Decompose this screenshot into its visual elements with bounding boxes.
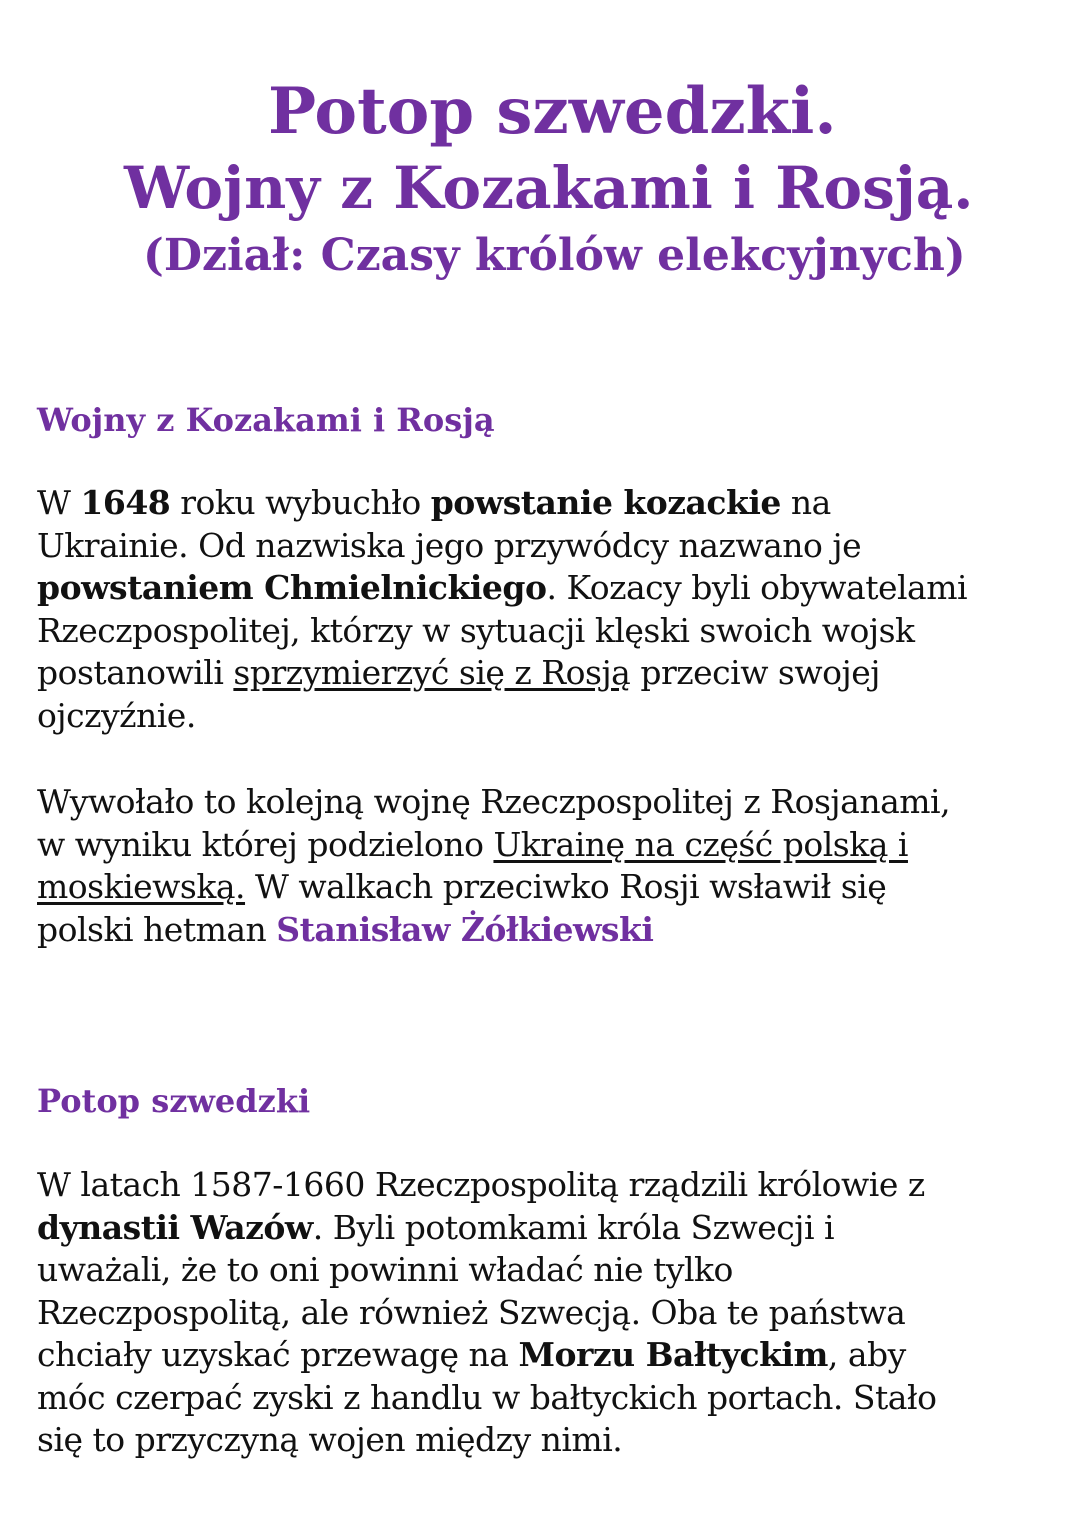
text: , aby <box>827 1335 906 1374</box>
term-highlight: Morzu Bałtyckim <box>518 1335 828 1374</box>
chapter-label: (Dział: Czasy królów elekcyjnych) <box>143 230 966 281</box>
text-line: móc czerpać zyski z handlu w bałtyckich portach. Stało <box>37 1377 937 1417</box>
text-line <box>37 824 1047 867</box>
year-highlight: 1648 <box>80 483 171 522</box>
section-kozaki <box>37 399 1047 441</box>
text-line: Rzeczpospolitej, którzy w sytuacji klęski swoich wojsk <box>37 610 915 650</box>
section-potop <box>37 1080 1047 1122</box>
text-line: uważali, że to oni powinni władać nie tylko <box>37 1250 733 1289</box>
section-heading: Wojny z Kozakami i Rosją <box>37 401 495 439</box>
text: polski hetman <box>37 909 277 949</box>
subtitle: Wojny z Kozakami i Rosją. <box>124 154 974 222</box>
text-line: Wywołało to kolejną wojnę Rzeczpospolitej z Rosjanami, <box>37 782 951 821</box>
text: chciały uzyskać przewagę na <box>37 1335 519 1374</box>
text-line <box>37 909 1047 952</box>
text-line <box>37 866 1047 909</box>
text-line <box>37 482 1047 525</box>
underlined-phrase: Ukrainę na część polską i <box>493 824 908 864</box>
text-line: się to przyczyną wojen między nimi. <box>37 1420 623 1459</box>
paragraph-kozaki-2 <box>37 781 1047 951</box>
term-highlight: powstanie kozackie <box>430 483 781 522</box>
paragraph-kozaki-1 <box>37 482 1047 737</box>
text-line: ojczyźnie. <box>37 695 196 735</box>
text-line <box>37 1334 1047 1377</box>
text: roku wybuchło <box>170 483 431 522</box>
title-block <box>0 72 1080 288</box>
text: postanowili <box>37 653 234 692</box>
text: . Byli potomkami króla Szwecji i <box>312 1207 835 1247</box>
text-line: Rzeczpospolitą, ale również Szwecją. Oba te państwa <box>37 1292 906 1332</box>
underlined-phrase: sprzymierzyć się z Rosją <box>233 653 631 692</box>
person-highlight: Stanisław Żółkiewski <box>276 909 654 949</box>
text-line <box>37 1207 1047 1250</box>
text: . Kozacy byli obywatelami <box>546 568 968 607</box>
text: W walkach przeciwko Rosji wsławił się <box>245 867 887 906</box>
main-title: Potop szwedzki. <box>268 74 837 149</box>
text-line <box>37 567 1047 610</box>
underlined-phrase: moskiewską. <box>37 867 246 906</box>
text-line: W latach 1587-1660 Rzeczpospolitą rządzili królowie z <box>37 1165 925 1204</box>
paragraph-potop-1 <box>37 1164 1047 1462</box>
text-line: Ukrainie. Od nazwiska jego przywódcy nazwano je <box>37 525 862 565</box>
text: na <box>780 483 831 522</box>
section-heading: Potop szwedzki <box>37 1082 311 1120</box>
text: W <box>37 483 81 522</box>
term-highlight: dynastii Wazów <box>37 1207 313 1247</box>
text-line <box>37 652 1047 695</box>
term-highlight: powstaniem Chmielnickiego <box>37 568 547 607</box>
text: w wyniku której podzielono <box>37 824 494 864</box>
text: przeciw swojej <box>630 653 880 692</box>
